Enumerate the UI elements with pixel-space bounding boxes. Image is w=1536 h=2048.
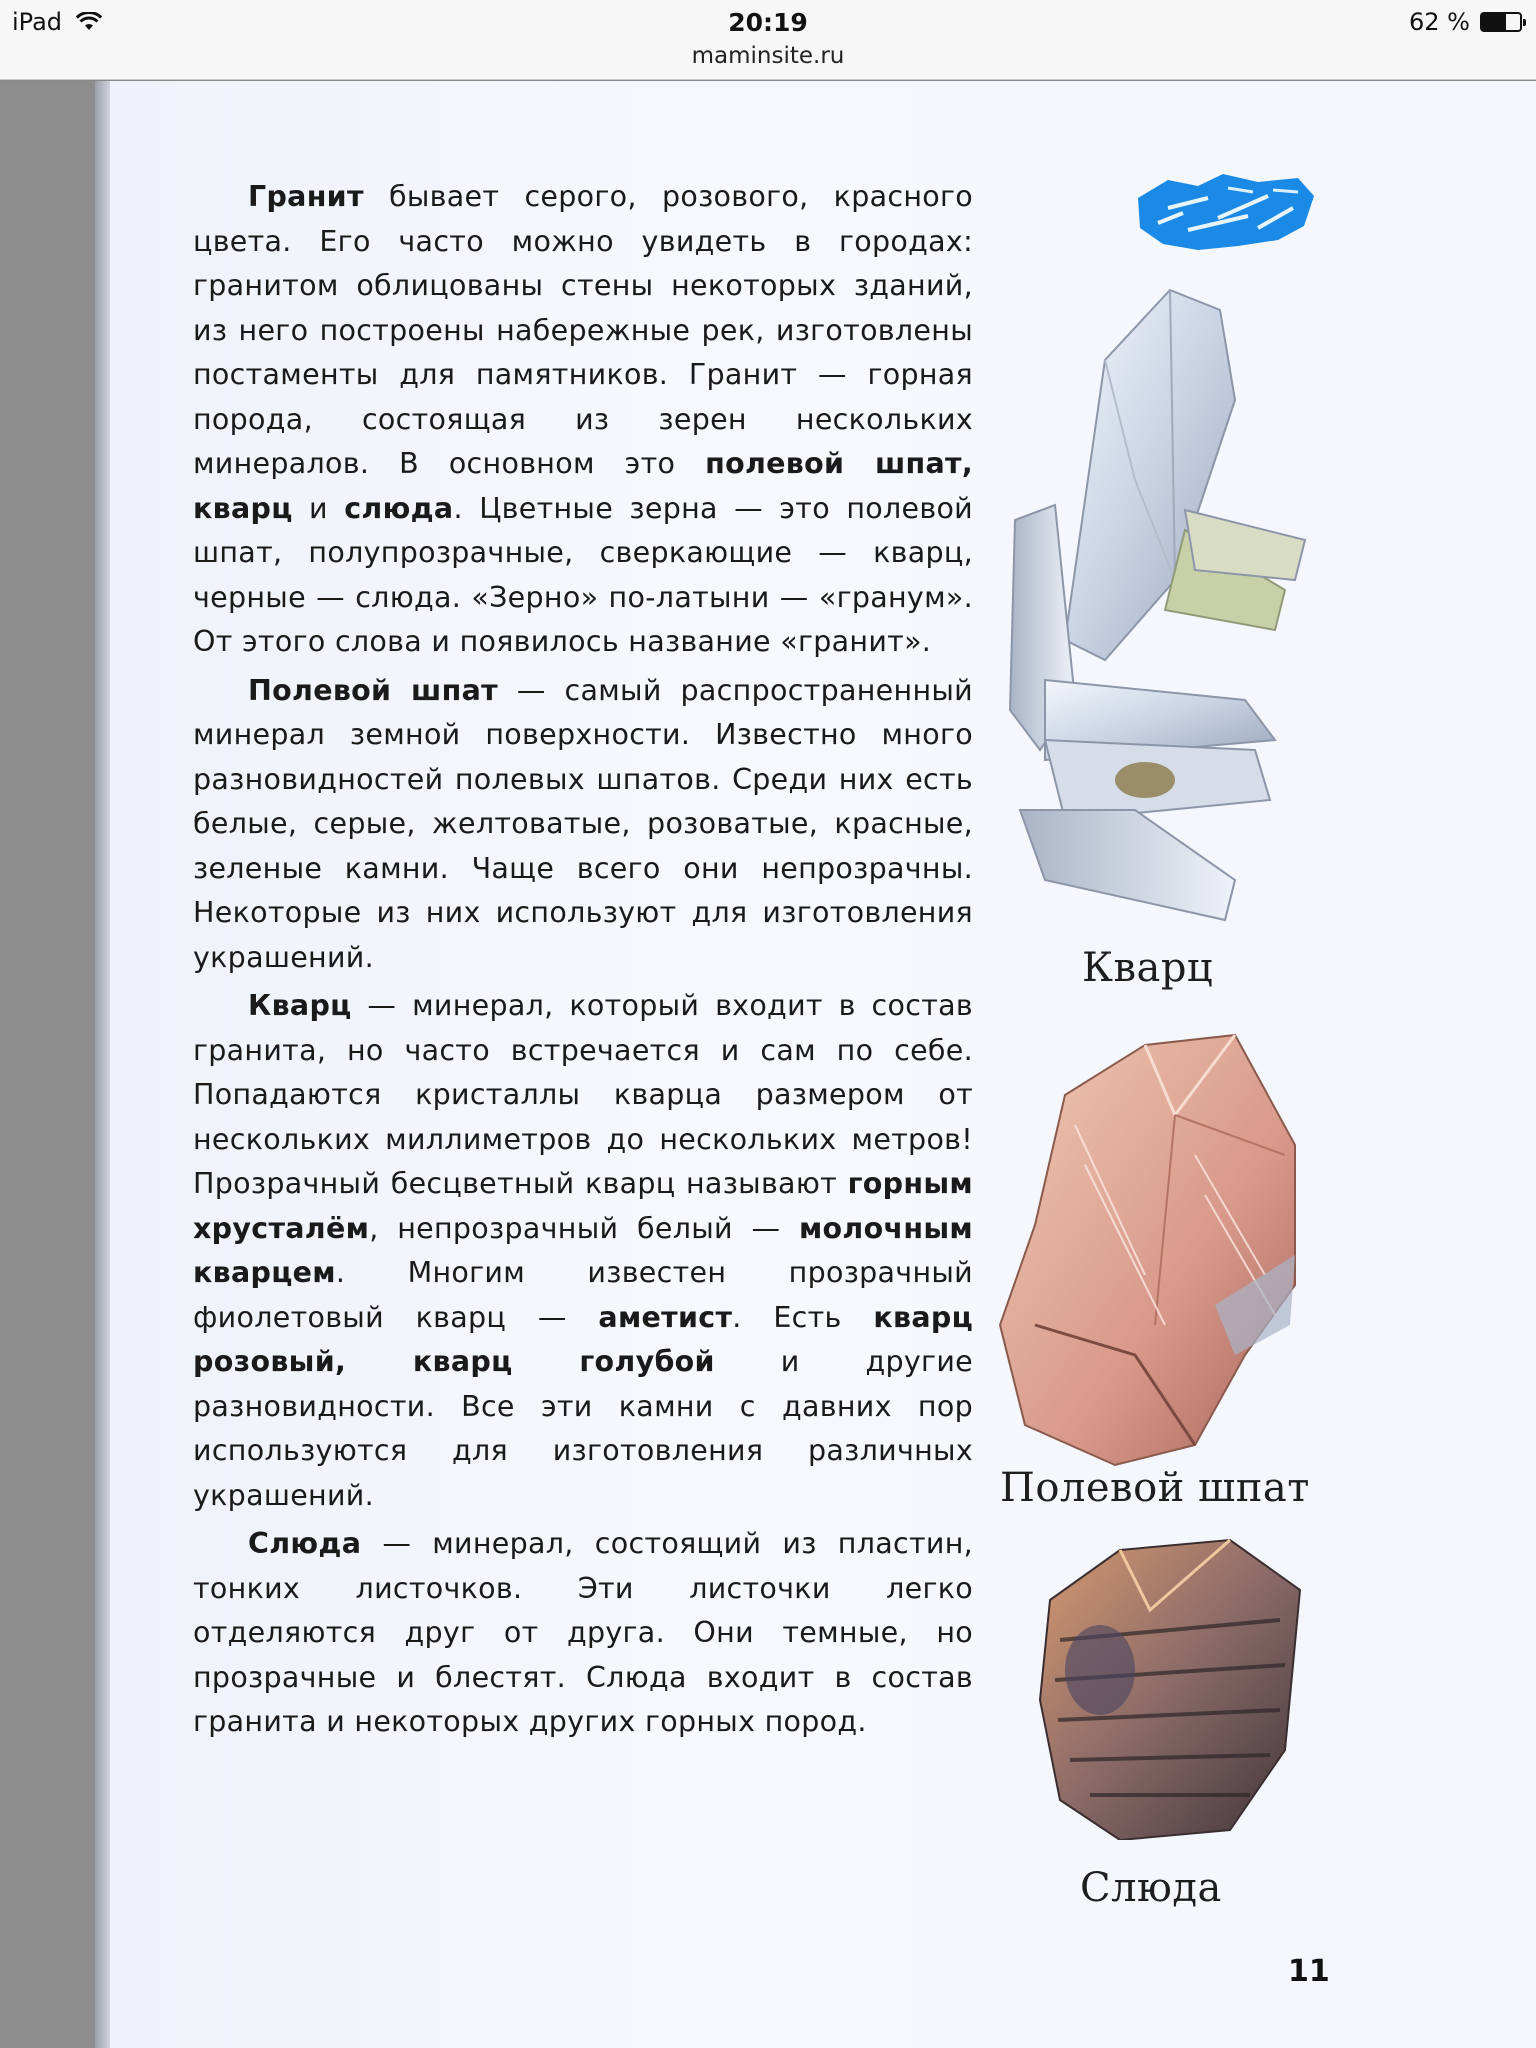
status-right <box>1409 8 1522 36</box>
paragraph <box>193 984 973 1518</box>
article-text <box>193 175 973 1745</box>
paragraph <box>193 1522 973 1745</box>
text-run: и <box>292 491 345 525</box>
bold-term: Слюда <box>248 1527 362 1560</box>
battery-icon <box>1480 12 1522 32</box>
text-run: — самый распространенный минерал земной поверхности. Известно много разновидностей полевых шпатов. Среди них есть белые, серые, желтоватые, розоватые, красные, зеленые камни. Чаще всего они непрозрачны. Некоторые из них используют для изготовления украшений. <box>193 673 974 974</box>
device-label: iPad <box>12 8 63 36</box>
bold-term: Полевой шпат <box>248 673 498 707</box>
text-run: . Многим известен прозрачный фиолетовый кварц — <box>193 1256 973 1334</box>
bold-term: слюда <box>344 491 454 525</box>
feldspar-illustration <box>995 1025 1325 1475</box>
battery-level <box>1482 14 1506 30</box>
bold-term: Гранит <box>248 180 364 213</box>
feldspar-caption: Полевой шпат <box>1000 1465 1310 1511</box>
mica-caption: Слюда <box>1080 1865 1222 1911</box>
paragraph <box>193 669 973 981</box>
url-bar[interactable]: maminsite.ru <box>691 43 845 69</box>
paragraph <box>193 175 973 665</box>
text-run: — минерал, который входит в состав гранита, но часто встречается и сам по себе. Попадаются кристаллы кварца размером от нескольких миллиметров до нескольких метров! Прозрачный бесцветный кварц называют <box>193 989 973 1200</box>
text-run: . Цветные зерна — это полевой шпат, полупрозрачные, сверкающие — кварц, черные — слюда. «Зерно» по-латыни — «гранум». От этого слова и появилось название «гранит». <box>193 491 973 658</box>
page-number: 11 <box>1288 1954 1330 1989</box>
battery-percent: 62 % <box>1409 8 1470 36</box>
status-bar <box>0 0 1536 80</box>
blue-mineral-illustration <box>1128 168 1318 258</box>
bold-term: полевой шпат, кварц <box>193 447 973 525</box>
text-run: и другие разновидности. Все эти камни с давних пор используются для изготовления различных украшений. <box>193 1345 973 1512</box>
bold-term: кварц розовый, кварц голубой <box>193 1300 974 1378</box>
text-run: бывает серого, розового, красного цвета. Его часто можно увидеть в городах: гранитом облицованы стены некоторых зданий, из него построены набережные рек, изготовлены постаменты для памятников. Гранит — горная порода, состоящая из зерен нескольких минералов. В основном это <box>193 180 973 480</box>
bold-term: горным хрусталём <box>193 1167 973 1245</box>
bold-term: молочным кварцем <box>193 1211 973 1289</box>
bold-term: аметист <box>598 1300 733 1334</box>
clock: 20:19 <box>728 8 808 37</box>
quartz-illustration <box>985 280 1315 960</box>
text-run: — минерал, состоящий из пластин, тонких листочков. Эти листочки легко отделяются друг от друга. Они темные, но прозрачные и блестят. Слюда входит в состав гранита и некоторых других горных пород. <box>193 1527 973 1738</box>
mica-illustration <box>1030 1530 1310 1840</box>
quartz-caption: Кварц <box>1082 945 1214 991</box>
text-run: , непрозрачный белый — <box>369 1211 799 1245</box>
text-run: . Есть <box>732 1300 874 1334</box>
bold-term: Кварц <box>248 989 352 1022</box>
